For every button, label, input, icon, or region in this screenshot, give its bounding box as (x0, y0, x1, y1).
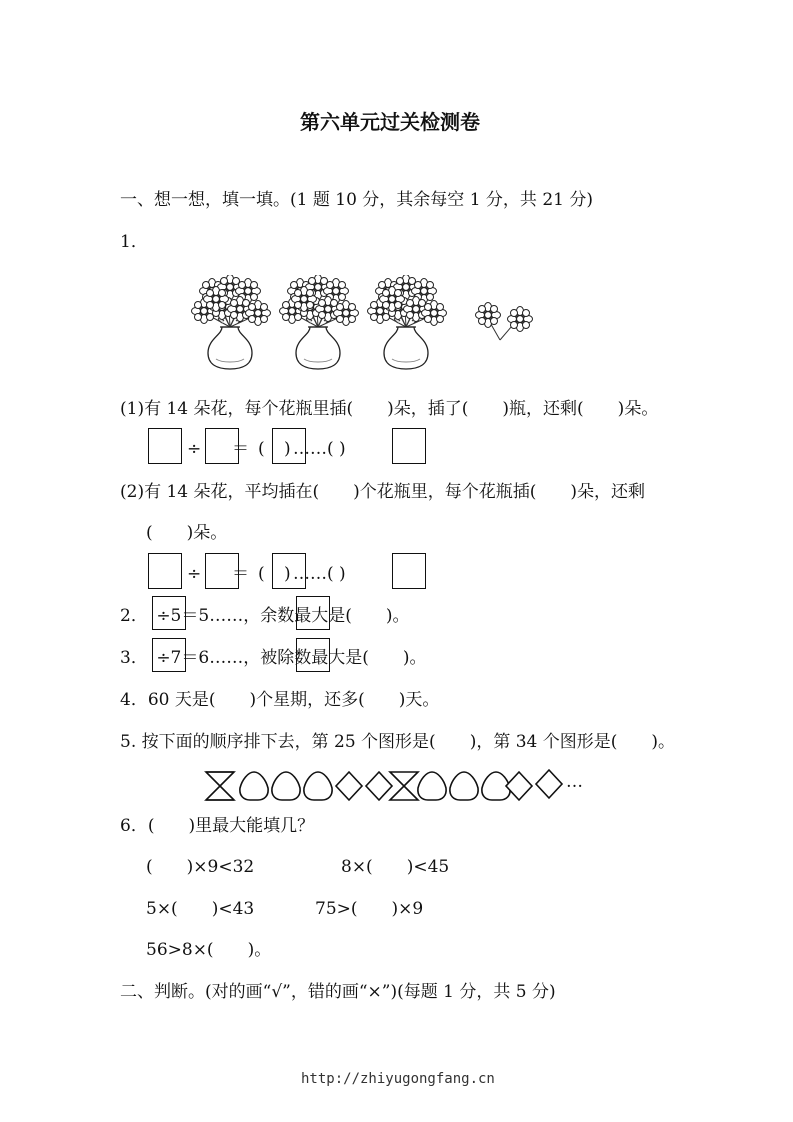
q3-overlay-box[interactable] (296, 638, 330, 672)
equation1-paren-close: ) (284, 439, 291, 459)
equation2-remainder-paren: ( ) (327, 564, 346, 584)
q6-text: 6．( )里最大能填几？ (120, 816, 315, 836)
shape-heart (418, 772, 446, 800)
equation2-dots: …… (293, 564, 327, 584)
equation1-remainder-box[interactable] (392, 428, 426, 464)
shape-sequence-ellipsis: … (566, 772, 583, 792)
equation1-dots: …… (293, 439, 327, 459)
section1-heading: 一、想一想，填一填。(1 题 10 分，其余每空 1 分，共 21 分) (120, 190, 593, 210)
equation2-equals-sign: ＝ (232, 564, 249, 584)
section2-heading: 二、判断。(对的画“√”，错的画“×”)(每题 1 分，共 5 分) (120, 982, 556, 1002)
q6-item-c: 5×( )<43 (146, 899, 255, 919)
equation2-paren-open: ( (258, 564, 265, 584)
shape-diamond (536, 770, 562, 798)
equation1-equals-sign: ＝ (232, 439, 249, 459)
shape-diamond (366, 772, 392, 800)
q1-part2-text-line2: ( )朵。 (146, 523, 228, 543)
equation1-dividend-box[interactable] (148, 428, 182, 464)
shape-sequence (204, 768, 604, 804)
equation2-divide-sign: ÷ (187, 564, 202, 584)
q2-overlay-box[interactable] (296, 596, 330, 630)
q4-text: 4．60 天是( )个星期，还多( )天。 (120, 690, 440, 710)
q1-label: 1． (120, 232, 148, 252)
q1-part2-text-line1: (2)有 14 朵花，平均插在( )个花瓶里，每个花瓶插( )朵，还剩 (120, 482, 646, 502)
shape-hourglass (206, 772, 234, 800)
q3-text: 3． ÷7＝6……，被除数最大是( )。 (120, 648, 427, 668)
page-title: 第六单元过关检测卷 (300, 110, 480, 134)
q6-item-e: 56>8×( )。 (146, 940, 272, 960)
q3-dividend-box[interactable] (152, 638, 186, 672)
equation1-paren-open: ( (258, 439, 265, 459)
q2-text: 2． ÷5＝5……，余数最大是( )。 (120, 606, 410, 626)
footer-url: http://zhiyugongfang.cn (301, 1071, 495, 1087)
shape-heart (450, 772, 478, 800)
equation2-paren-close: ) (284, 564, 291, 584)
q2-dividend-box[interactable] (152, 596, 186, 630)
shape-diamond (336, 772, 362, 800)
equation2-remainder-box[interactable] (392, 553, 426, 589)
q6-item-b: 8×( )<45 (341, 857, 450, 877)
q1-part1-text: (1)有 14 朵花，每个花瓶里插( )朵，插了( )瓶，还剩( )朵。 (120, 399, 659, 419)
q6-item-d: 75>( )×9 (315, 899, 424, 919)
shape-heart (272, 772, 300, 800)
equation1-remainder-paren: ( ) (327, 439, 346, 459)
flower-vases-illustration (190, 275, 550, 375)
q6-item-a: ( )×9<32 (146, 857, 255, 877)
shape-diamond (506, 772, 532, 800)
shape-hourglass (390, 772, 418, 800)
equation2-dividend-box[interactable] (148, 553, 182, 589)
shape-heart (304, 772, 332, 800)
q5-text: 5. 按下面的顺序排下去，第 25 个图形是( )，第 34 个图形是( )。 (120, 732, 676, 752)
shape-heart (240, 772, 268, 800)
equation1-divide-sign: ÷ (187, 439, 202, 459)
